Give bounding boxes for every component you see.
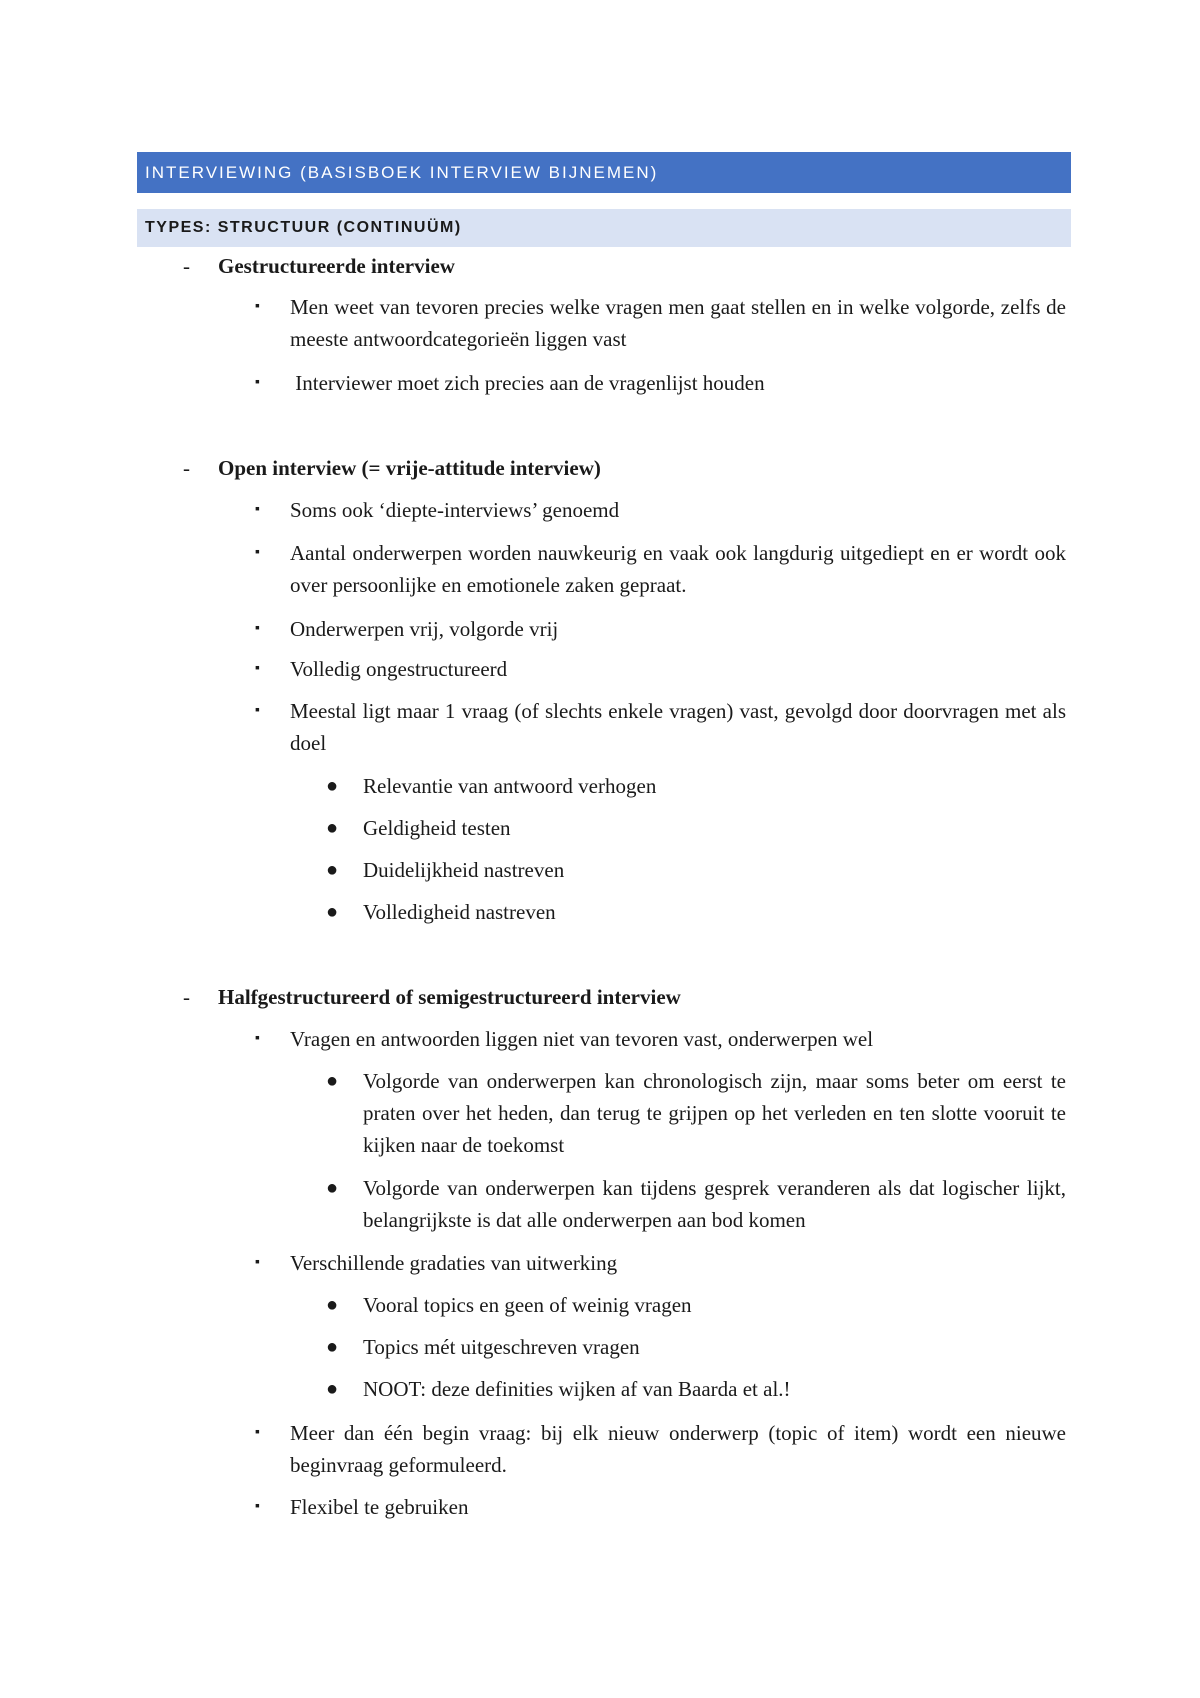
square-bullet-icon: ▪ [255, 299, 260, 314]
list-item-text: Verschillende gradaties van uitwerking [290, 1251, 618, 1275]
list-item-text: Onderwerpen vrij, volgorde vrij [290, 617, 559, 641]
square-bullet-icon: ▪ [255, 703, 260, 718]
bullet-icon: ● [326, 1294, 339, 1316]
square-bullet-icon: ▪ [255, 621, 260, 636]
bullet-icon: ● [326, 775, 339, 797]
square-bullet-icon: ▪ [255, 661, 260, 676]
list-item-text: Flexibel te gebruiken [290, 1495, 469, 1519]
list-item-text: Vragen en antwoorden liggen niet van tevoren vast, onderwerpen wel [290, 1027, 874, 1051]
bullet-icon: ● [326, 1177, 339, 1199]
square-bullet-icon: ▪ [255, 502, 260, 517]
list-item-text: Aantal onderwerpen worden nauwkeurig en vaak ook langdurig uitgediept en er wordt ook over persoonlijke en emotionele zaken gepraat. [290, 541, 1066, 597]
heading-1: INTERVIEWING (BASISBOEK INTERVIEW BIJNEMEN) [137, 152, 1071, 193]
bullet-icon: ● [326, 1378, 339, 1400]
sub-list-item-text: Topics mét uitgeschreven vragen [363, 1335, 640, 1359]
section-title-text: Halfgestructureerd of semigestructureerd interview [218, 985, 681, 1009]
heading-2: TYPES: STRUCTUUR (CONTINUÜM) [137, 209, 1071, 247]
dash-marker: - [183, 456, 190, 480]
bullet-icon: ● [326, 859, 339, 881]
square-bullet-icon: ▪ [255, 1031, 260, 1046]
square-bullet-icon: ▪ [255, 1425, 260, 1440]
dash-marker: - [183, 254, 190, 278]
list-item-text: Soms ook ‘diepte-interviews’ genoemd [290, 498, 620, 522]
sub-list-item-text: NOOT: deze definities wijken af van Baarda et al.! [363, 1377, 791, 1401]
bullet-icon: ● [326, 1336, 339, 1358]
square-bullet-icon: ▪ [255, 1255, 260, 1270]
section-title-text: Open interview (= vrije-attitude interview) [218, 456, 601, 480]
sub-list-item-text: Geldigheid testen [363, 816, 511, 840]
sub-list-item-text: Relevantie van antwoord verhogen [363, 774, 657, 798]
sub-list-item-text: Duidelijkheid nastreven [363, 858, 565, 882]
sub-list-item-text: Volgorde van onderwerpen kan tijdens gesprek veranderen als dat logischer lijkt, belangrijkste is dat alle onderwerpen aan bod komen [363, 1176, 1066, 1232]
bullet-icon: ● [326, 817, 339, 839]
sub-list-item-text: Vooral topics en geen of weinig vragen [363, 1293, 692, 1317]
sub-list-item-text: Volgorde van onderwerpen kan chronologisch zijn, maar soms beter om eerst te praten over het heden, dan terug te grijpen op het verleden en ten slotte vooruit te kijken naar de toekomst [363, 1069, 1066, 1157]
list-item-text: Interviewer moet zich precies aan de vragenlijst houden [290, 371, 765, 395]
square-bullet-icon: ▪ [255, 1499, 260, 1514]
bullet-icon: ● [326, 1070, 339, 1092]
sub-list-item-text: Volledigheid nastreven [363, 900, 556, 924]
list-item-text: Men weet van tevoren precies welke vragen men gaat stellen en in welke volgorde, zelfs de meeste antwoordcategorieën liggen vast [290, 295, 1066, 351]
dash-marker: - [183, 985, 190, 1009]
square-bullet-icon: ▪ [255, 375, 260, 390]
list-item-text: Meer dan één begin vraag: bij elk nieuw onderwerp (topic of item) wordt een nieuwe beginvraag geformuleerd. [290, 1421, 1066, 1477]
section-title-text: Gestructureerde interview [218, 254, 455, 278]
list-item-text: Meestal ligt maar 1 vraag (of slechts enkele vragen) vast, gevolgd door doorvragen met als doel [290, 699, 1066, 755]
list-item-text: Volledig ongestructureerd [290, 657, 508, 681]
square-bullet-icon: ▪ [255, 545, 260, 560]
bullet-icon: ● [326, 901, 339, 923]
